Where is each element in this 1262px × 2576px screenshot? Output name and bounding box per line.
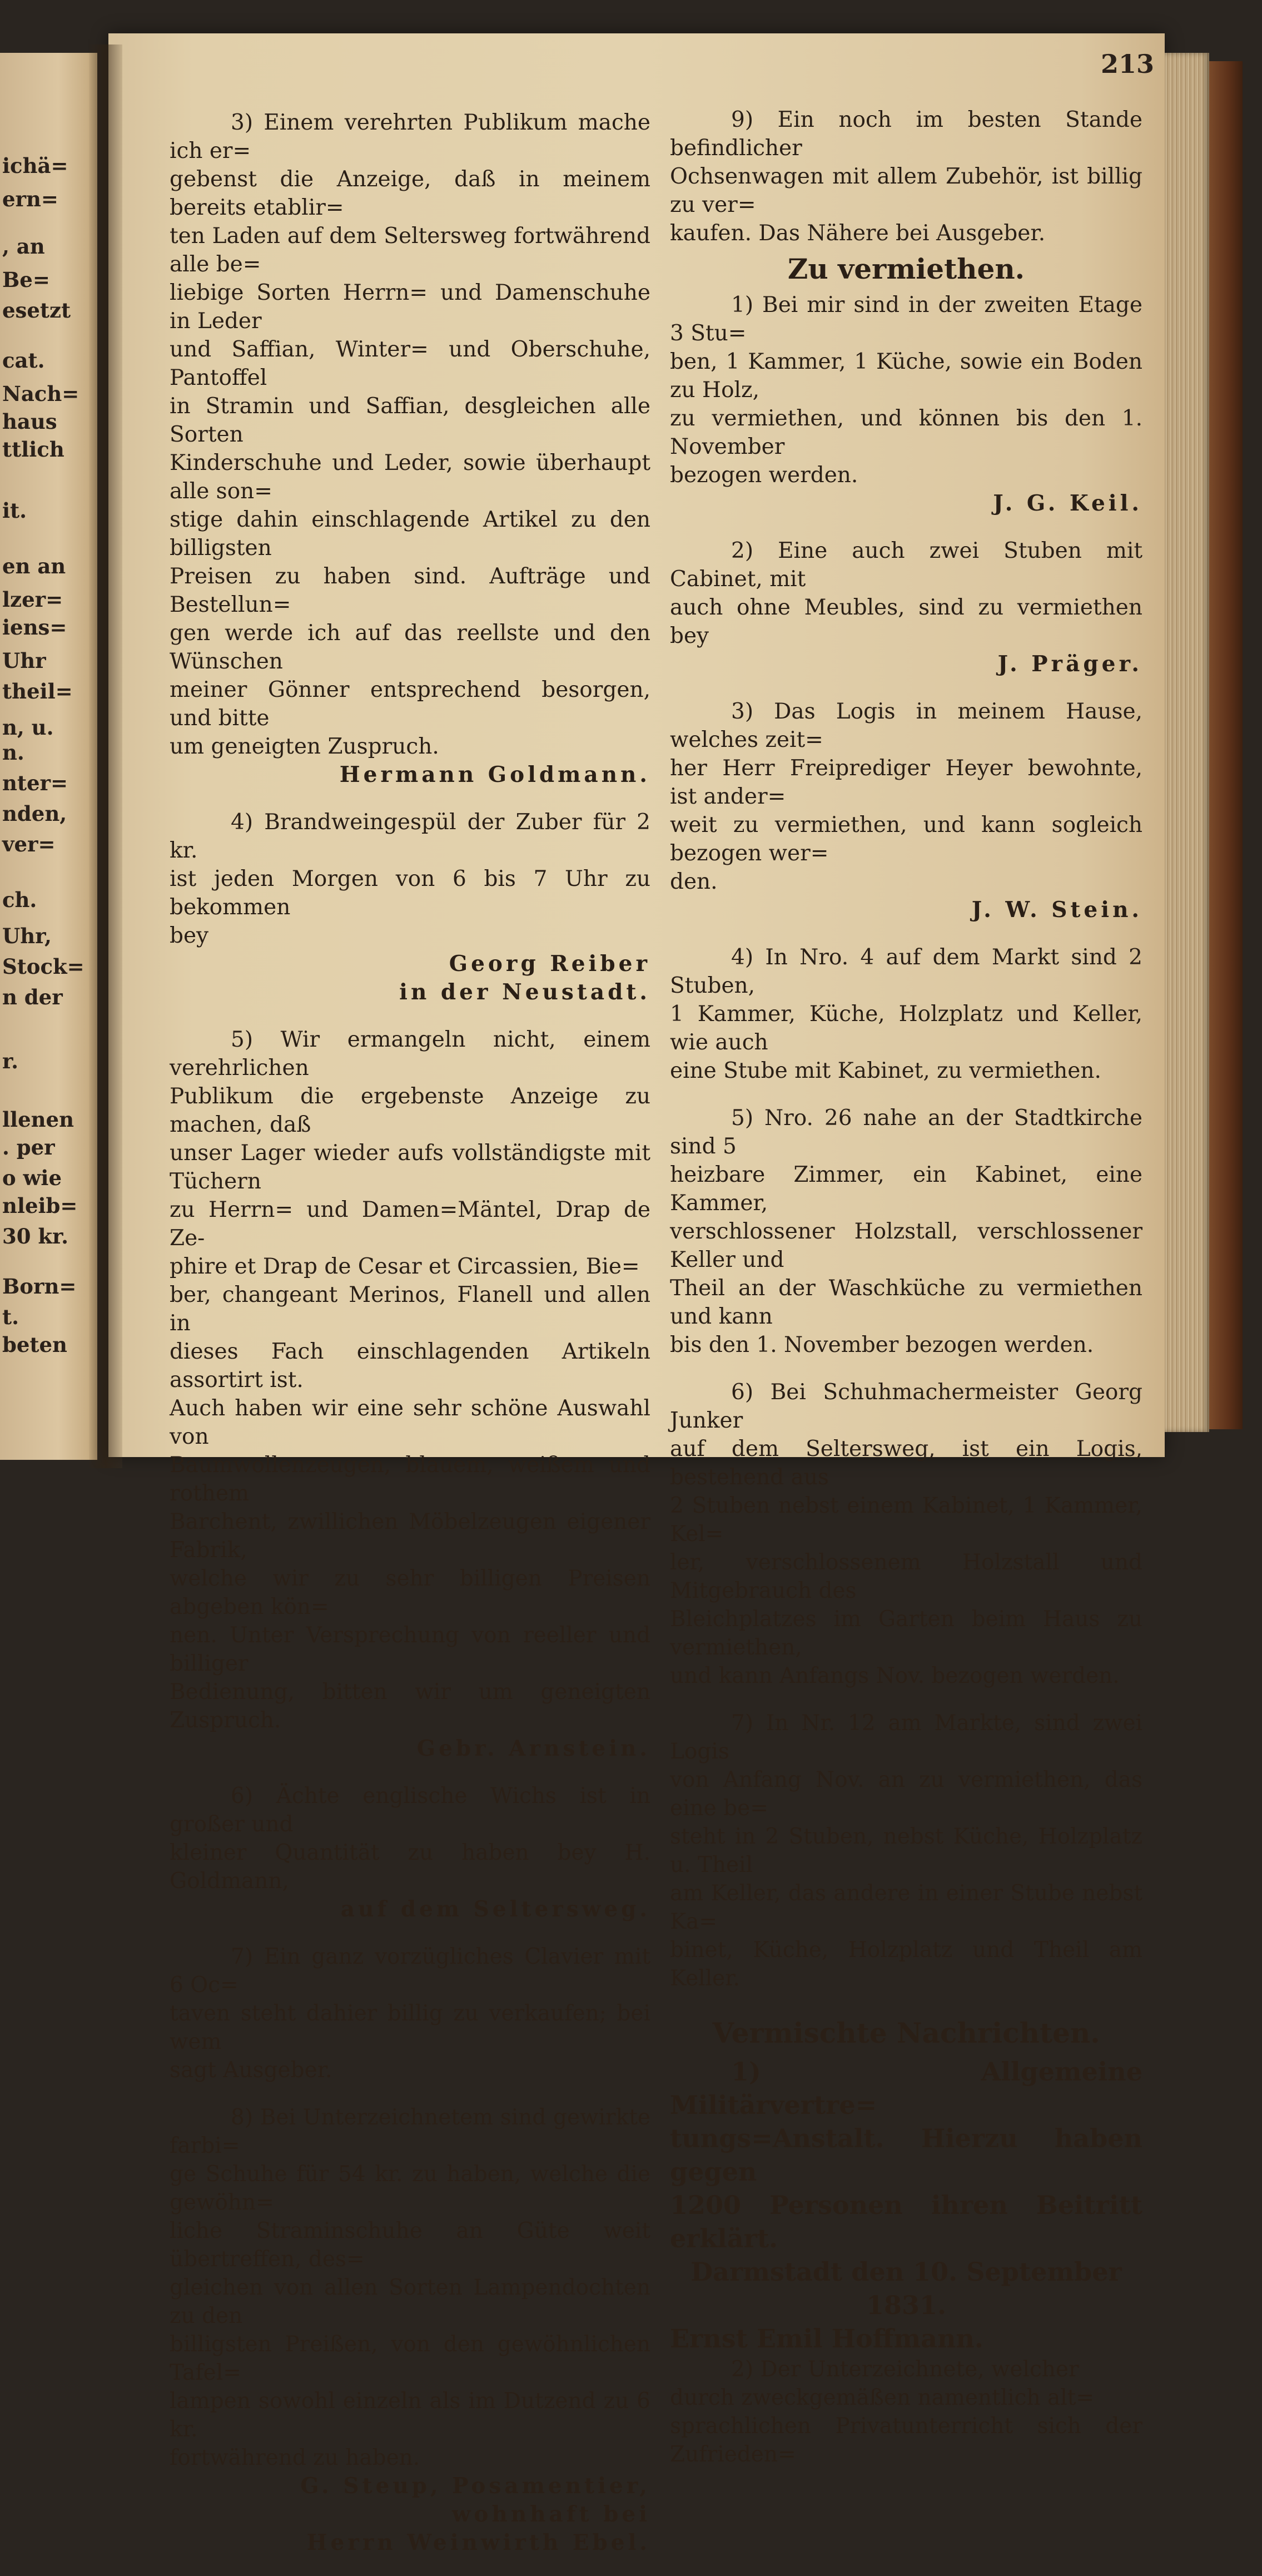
- notice-line: zu vermiethen, und können bis den 1. November: [670, 406, 1142, 459]
- left-margin-fragment: haus: [2, 409, 57, 434]
- notice-line: verschlossener Holzstall, verschlossener Keller und: [670, 1219, 1142, 1272]
- notice-number: 3): [231, 110, 254, 135]
- notice-line: eine Stube mit Kabinet, zu vermiethen.: [670, 1058, 1101, 1083]
- notice-line: lampen sowohl einzeln als im Dutzend zu 6 kr.: [170, 2389, 650, 2442]
- notice-line: kaufen. Das Nähere bei Ausgeber.: [670, 221, 1046, 246]
- left-margin-fragment: ver=: [2, 832, 56, 856]
- spacer: [670, 678, 1142, 697]
- left-margin-fragment: n.: [2, 740, 24, 765]
- spacer: [170, 2084, 650, 2103]
- section-heading-misc: Vermischte Nachrichten.: [712, 2017, 1100, 2049]
- left-margin-fragment: ern=: [2, 187, 58, 211]
- left-margin-fragment: t.: [2, 1305, 19, 1329]
- section-heading-rent: Zu vermiethen.: [787, 252, 1025, 285]
- notice-line: Ächte englische Wichs ist in großer und: [170, 1784, 650, 1837]
- notice-line: ber, changeant Merinos, Flanell und allen in: [170, 1282, 650, 1336]
- notice-text: [670, 697, 1142, 896]
- notice-line: Preisen zu haben sind. Aufträge und Bestellun=: [170, 564, 650, 617]
- notice-line: unser Lager wieder aufs vollständigste mit Tüchern: [170, 1141, 650, 1194]
- notice-line: auch ohne Meubles, sind zu vermiethen bey: [670, 595, 1142, 648]
- left-page-edge: [0, 53, 97, 1460]
- notice-line: Das Logis in meinem Hause, welches zeit=: [670, 699, 1142, 752]
- notice-number: 5): [231, 1027, 254, 1052]
- notice-line: taven steht dahier billig zu verkaufen; bei wem: [170, 2001, 650, 2054]
- left-margin-fragment: ch.: [2, 888, 37, 912]
- left-margin-fragment: , an: [2, 234, 45, 259]
- notice-line: Publikum die ergebenste Anzeige zu machen, daß: [170, 1084, 650, 1137]
- notice-signature: J. W. Stein.: [971, 897, 1142, 923]
- notice-line: zu Herrn= und Damen=Mäntel, Drap de Ze-: [170, 1197, 650, 1251]
- notice-number: 8): [231, 2105, 254, 2130]
- left-margin-fragment: ichä=: [2, 153, 68, 178]
- page-number: 213: [1101, 49, 1155, 79]
- notice-line: Bleichplatzes im Garten beim Haus zu vermiethen,: [670, 1607, 1142, 1660]
- notice-line: Barchent, zwillichen Möbelzeugen eigener Fabrik,: [170, 1509, 650, 1563]
- notice-line: heizbare Zimmer, ein Kabinet, eine Kammer,: [670, 1162, 1142, 1216]
- notice-line: welche wir zu sehr billigen Preisen abgeben kön=: [170, 1566, 650, 1619]
- notice-line: liebige Sorten Herrn= und Damenschuhe in Leder: [170, 280, 650, 334]
- notice-line: sagt Ausgeber.: [170, 2058, 332, 2083]
- spacer: [170, 789, 650, 808]
- book-cover-edge: [1209, 61, 1243, 1429]
- left-column: [170, 108, 650, 2576]
- left-margin-fragment: llenen: [2, 1107, 74, 1132]
- notice-line: 1200 Personen ihren Beitritt erklärt.: [670, 2190, 1142, 2253]
- notice-number: 1): [731, 2057, 761, 2087]
- notice-line: durch zweckgemäßen namentlich alt=: [670, 2385, 1095, 2410]
- notice-line: Ein noch im besten Stande befindlicher: [670, 107, 1142, 161]
- right-column: [670, 106, 1142, 2469]
- notice-number: 7): [731, 1711, 754, 1736]
- left-margin-fragment: nleib=: [2, 1193, 78, 1218]
- spacer: [670, 924, 1142, 943]
- left-margin-fragment: r.: [2, 1049, 18, 1073]
- notice-signature: J. Präger.: [997, 651, 1142, 677]
- notice-signature: Hermann Goldmann.: [339, 762, 650, 787]
- notice-signature: Georg Reiber: [449, 951, 650, 977]
- notice-text: [170, 2103, 650, 2472]
- notice-text: [170, 108, 650, 761]
- notice-line: 2 Stuben nebst einem Kabinet, 1 Kammer, Kel=: [670, 1493, 1142, 1547]
- left-margin-fragment: en an: [2, 554, 66, 578]
- left-margin-text: [0, 53, 92, 1460]
- notice-line: Bedienung, bitten wir um geneigten Zuspruch.: [170, 1680, 650, 1733]
- notice-line: bis den 1. November bezogen werden.: [670, 1332, 1094, 1358]
- notice-line: Auch haben wir eine sehr schöne Auswahl von: [170, 1396, 650, 1449]
- left-margin-fragment: iens=: [2, 615, 67, 640]
- notice-line: sprachlichen Privatunterricht sich der Zufrieden=: [670, 2414, 1142, 2467]
- notice-line: um geneigten Zuspruch.: [170, 734, 439, 759]
- notice-line: meiner Gönner entsprechend besorgen, und bitte: [170, 677, 650, 731]
- left-margin-fragment: lzer=: [2, 587, 63, 612]
- notice-line: tungs=Anstalt. Hierzu haben gegen: [670, 2123, 1142, 2187]
- spacer: [170, 1763, 650, 1782]
- notice-text: [670, 2355, 1142, 2469]
- notice-text: [670, 291, 1142, 489]
- spacer: [670, 1085, 1142, 1104]
- notice-text: [170, 1782, 650, 1895]
- notice-text: [670, 2055, 1142, 2255]
- notice-line: Eine auch zwei Stuben mit Cabinet, mit: [670, 538, 1142, 592]
- notice-line: Bei Schuhmachermeister Georg Junker: [670, 1380, 1142, 1433]
- notice-signature: J. G. Keil.: [993, 491, 1142, 516]
- notice-line: Einem verehrten Publikum mache ich er=: [170, 110, 650, 164]
- notice-text: [170, 1943, 650, 2084]
- left-margin-fragment: Nach=: [2, 382, 80, 406]
- page-edges: [1165, 53, 1209, 1432]
- spacer: [170, 2557, 650, 2576]
- notice-line: nen. Unter Versprechung von reeller und billiger: [170, 1623, 650, 1676]
- notice-line: Ein ganz vorzügliches Clavier mit 6 Oc=: [170, 1944, 650, 1998]
- notice-text: [670, 943, 1142, 1085]
- notice-line: Baumwollenzeugen, blauem, weißem und rothem: [170, 1453, 650, 1506]
- notice-line: gebenst die Anzeige, daß in meinem bereits etablir=: [170, 167, 650, 220]
- notice-line: und kann Anfangs Nov. bezogen werden.: [670, 1663, 1120, 1688]
- notice-line: Kinderschuhe und Leder, sowie überhaupt alle son=: [170, 450, 650, 504]
- spacer: [170, 1007, 650, 1026]
- notice-line: Nro. 26 nahe an der Stadtkirche sind 5: [670, 1106, 1142, 1159]
- left-margin-fragment: n der: [2, 985, 63, 1009]
- notice-number: 9): [731, 107, 754, 132]
- left-margin-fragment: Born=: [2, 1274, 77, 1299]
- notice-line: Der Unterzeichnete, welcher: [760, 2357, 1079, 2382]
- notice-number: 4): [231, 810, 254, 835]
- left-margin-fragment: beten: [2, 1332, 67, 1357]
- notice-text: [670, 1709, 1142, 1993]
- notice-line: billigsten Preißen, von den gewöhnlichen Tafel=: [170, 2332, 650, 2385]
- notice-line: liche Straminschuhe an Güte weit übertreffen, des=: [170, 2218, 650, 2272]
- notice-line: ten Laden auf dem Seltersweg fortwährend alle be=: [170, 224, 650, 277]
- notice-signature-line2: in der Neustadt.: [399, 979, 650, 1005]
- left-margin-fragment: Stock=: [2, 954, 85, 979]
- notice-line: Allgemeine Militärvertre=: [670, 2057, 1142, 2120]
- notice-line: Theil an der Waschküche zu vermiethen und kann: [670, 1276, 1142, 1329]
- notice-text: [170, 808, 650, 950]
- left-margin-fragment: nden,: [2, 801, 67, 826]
- notice-text: [670, 537, 1142, 650]
- left-margin-fragment: 30 kr.: [2, 1224, 68, 1249]
- spacer: [670, 1993, 1142, 2012]
- notice-number: 2): [731, 538, 754, 563]
- notice-line: weit zu vermiethen, und kann sogleich bezogen wer=: [670, 813, 1142, 866]
- notice-line: In Nr. 12 am Markte, sind zwei Logis: [670, 1711, 1142, 1764]
- notice-line: in Stramin und Saffian, desgleichen alle Sorten: [170, 394, 650, 447]
- notice-signature-line2: auf dem Seltersweg.: [340, 1896, 650, 1922]
- notice-line: gleichen von allen Sorten Lampendochten zu den: [170, 2275, 650, 2329]
- notice-line: steht in 2 Stuben, nebst Küche, Holzplatz u. Theil: [670, 1824, 1142, 1877]
- notice-line: Wir ermangeln nicht, einem verehrlichen: [170, 1027, 650, 1081]
- notice-line: In Nro. 4 auf dem Markt sind 2 Stuben,: [670, 945, 1142, 998]
- notice-date: Darmstadt den 10. September 1831.: [690, 2257, 1122, 2320]
- left-margin-fragment: o wie: [2, 1166, 62, 1190]
- notice-line: binet, Küche, Holzplatz und Theil am Keller.: [670, 1938, 1142, 1991]
- notice-line: Bei Unterzeichnetem sind gewirkte farbi=: [170, 2105, 650, 2158]
- left-margin-fragment: esetzt: [2, 298, 71, 323]
- notice-line: gen werde ich auf das reellste und den Wünschen: [170, 621, 650, 674]
- notice-line: ler, verschlossenem Holzstall und Mitgebrauch des: [670, 1550, 1142, 1603]
- notice-text: [670, 106, 1142, 247]
- notice-number: 1): [731, 293, 754, 318]
- notice-text: [670, 1378, 1142, 1690]
- notice-number: 7): [231, 1944, 254, 1969]
- notice-line: Ochsenwagen mit allem Zubehör, ist billig zu ver=: [670, 164, 1142, 217]
- left-margin-fragment: ttlich: [2, 437, 64, 462]
- notice-line: stige dahin einschlagende Artikel zu den billigsten: [170, 507, 650, 561]
- notice-line: bey: [170, 923, 209, 948]
- notice-line: und Saffian, Winter= und Oberschuhe, Pantoffel: [170, 337, 650, 390]
- notice-number: 2): [731, 2357, 754, 2382]
- notice-line: kleiner Quantität zu haben bey H. Goldmann,: [170, 1840, 650, 1894]
- book-gutter: [89, 44, 122, 1468]
- notice-signature-line2: Herrn Weinwirth Ebel.: [306, 2530, 650, 2555]
- left-margin-fragment: n, u.: [2, 715, 54, 740]
- left-margin-fragment: Be=: [2, 267, 50, 292]
- notice-signature: Ernst Emil Hoffmann.: [670, 2324, 983, 2354]
- notice-line: 1 Kammer, Küche, Holzplatz und Keller, wie auch: [670, 1002, 1142, 1055]
- spacer: [170, 1924, 650, 1943]
- misc-notice-1: [670, 2055, 1142, 2355]
- notice-line: ben, 1 Kammer, 1 Küche, sowie ein Boden zu Holz,: [670, 349, 1142, 403]
- notice-line: bezogen werden.: [670, 463, 858, 488]
- notice-number: 6): [231, 1784, 254, 1809]
- notice-line: her Herr Freiprediger Heyer bewohnte, ist ander=: [670, 756, 1142, 809]
- left-margin-fragment: Uhr: [2, 648, 46, 673]
- notice-line: von Anfang Nov. an zu vermiethen, das eine be=: [670, 1767, 1142, 1821]
- notice-line: Brandweingespül der Zuber für 2 kr.: [170, 810, 650, 863]
- notice-text: [670, 1104, 1142, 1359]
- left-margin-fragment: Uhr,: [2, 924, 52, 948]
- notice-line: Bei mir sind in der zweiten Etage 3 Stu=: [670, 293, 1142, 346]
- notice-signature: Gebr. Arnstein.: [416, 1736, 650, 1761]
- notice-line: phire et Drap de Cesar et Circassien, Bie=: [170, 1254, 640, 1279]
- spacer: [670, 1359, 1142, 1378]
- notice-line: ist jeden Morgen von 6 bis 7 Uhr zu bekommen: [170, 866, 650, 920]
- notice-text: [170, 1026, 650, 1735]
- notice-number: 6): [731, 1380, 754, 1405]
- notice-signature: G. Steup, Posamentier, wohnhaft bei: [300, 2473, 650, 2527]
- left-margin-fragment: cat.: [2, 348, 45, 373]
- notice-line: fortwährend zu haben.: [170, 2445, 420, 2470]
- notice-line: den.: [670, 869, 718, 894]
- notice-line: dieses Fach einschlagenden Artikeln assortirt ist.: [170, 1339, 650, 1393]
- notice-line: ge Schuhe für 54 kr. zu haben, welche die gewöhn=: [170, 2162, 650, 2215]
- spacer: [670, 518, 1142, 537]
- left-margin-fragment: nter=: [2, 771, 68, 795]
- notice-number: 5): [731, 1106, 754, 1131]
- notice-line: auf dem Seltersweg, ist ein Logis, bestehend aus: [670, 1436, 1142, 1490]
- left-margin-fragment: . per: [2, 1135, 55, 1160]
- left-margin-fragment: it.: [2, 498, 27, 523]
- left-margin-fragment: theil=: [2, 679, 73, 704]
- spacer: [670, 1690, 1142, 1709]
- notice-number: 3): [731, 699, 754, 724]
- notice-line: am Keller, das andere in einer Stube nebst Ka=: [670, 1881, 1142, 1934]
- notice-number: 4): [731, 945, 754, 970]
